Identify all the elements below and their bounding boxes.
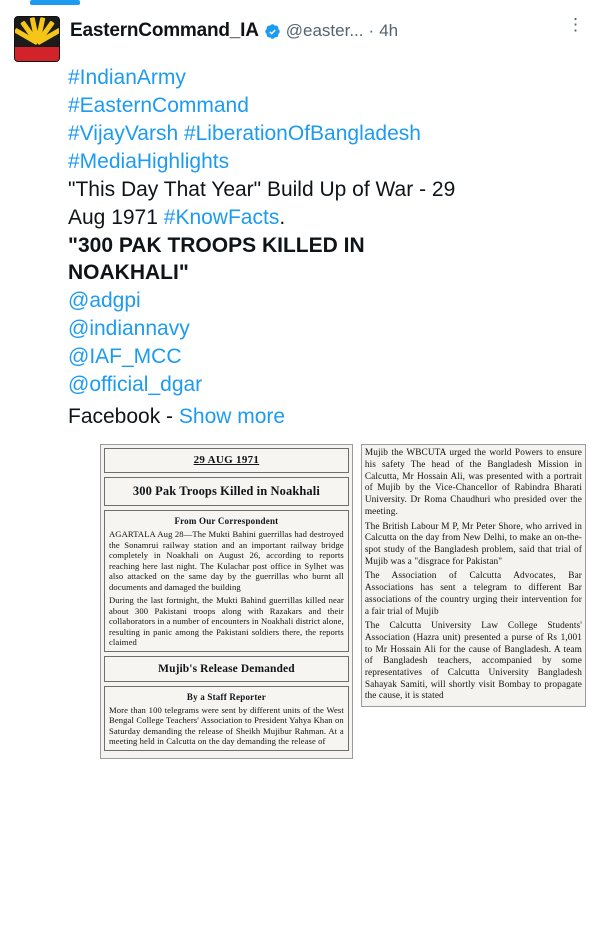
facebook-label: Facebook - xyxy=(68,405,179,429)
mention-indiannavy[interactable]: @indiannavy xyxy=(68,317,190,341)
clipping-headline-box xyxy=(104,477,349,506)
separator-dot: · xyxy=(368,21,375,40)
mention-iafmcc[interactable]: @IAF_MCC xyxy=(68,345,182,369)
clipping-byline-left: From Our Correspondent xyxy=(174,516,279,527)
clipping-right-paragraph-4: The Calcutta University Law College Students' Association (Hazra unit) presented a purse of Rs 1,001 to Mr Hossain Ali for the cause of Bangladesh. A team of Bangladesh teachers, accompanied by some representatives of Calcutta University Bangladesh Sahayak Samiti, will shortly visit Bombay to propagate the cause, it is stated xyxy=(364,621,582,702)
hashtag-easterncommand[interactable]: #EasternCommand xyxy=(68,93,249,117)
tweet-container xyxy=(0,6,600,430)
tweet-body-line-2-suffix: . xyxy=(279,205,286,229)
tweet-body-line-1: "This Day That Year" Build Up of War - 29 xyxy=(68,177,456,201)
account-handle[interactable]: @easter... xyxy=(285,21,364,40)
hashtag-vijayvarsh-liberation[interactable]: #VijayVarsh #LiberationOfBangladesh xyxy=(68,121,421,145)
tweet-body-line-2-prefix: Aug 1971 xyxy=(68,205,164,229)
hashtag-indianarmy[interactable]: #IndianArmy xyxy=(68,66,186,89)
clipping-left-paragraph-1: AGARTALA Aug 28—The Mukti Bahini guerrillas had destroyed the Sonamrui railway station and an important railway bridge completely in Noakhali on August 26, according to reports reaching here last night. The Kulachar post office in Sylhet was also attacked on the same day by the guerrillas who burnt all documents and damaged the building xyxy=(109,529,344,592)
clipping-headline: 300 Pak Troops Killed in Noakhali xyxy=(132,484,320,499)
tweet-header xyxy=(14,16,586,62)
more-options-icon[interactable]: ⋮ xyxy=(567,15,584,34)
clipping-subheadline: Mujib's Release Demanded xyxy=(158,662,295,675)
clipping-left-column xyxy=(100,444,353,758)
progress-fill xyxy=(30,0,80,5)
clipping-left-paragraph-3: More than 100 telegrams were sent by different units of the West Bengal College Teachers' Association to President Yahya Khan on Saturday demanding the release of Sheikh Mujibur Rahman. At a meeting held in Calcutta on the day demanding the release of xyxy=(109,704,344,747)
verified-badge-icon xyxy=(264,23,281,40)
clipping-subheadline-box xyxy=(104,656,349,682)
tweet-headline-line-2: NOAKHALI" xyxy=(68,261,189,285)
newspaper-clipping-image[interactable] xyxy=(100,444,586,758)
clipping-left-paragraph-2: During the last fortnight, the Mukti Bahind guerrillas killed near about 300 Pakistani troops along with Razakars and their collaborators in a number of encounters in Noakhali district alone, resulting in panic among the Pakistani soldiers there, the reports claimed xyxy=(109,595,344,648)
show-more-link[interactable]: Show more xyxy=(178,405,286,429)
clipping-left-article-box xyxy=(104,510,349,651)
facebook-row xyxy=(14,403,586,430)
clipping-right-paragraph-3: The Association of Calcutta Advocates, Bar Associations has sent a telegram to different Bar associations of the country urging their intervention for a fair trial of Mujib xyxy=(364,571,582,617)
mention-officialdgar[interactable]: @official_dgar xyxy=(68,373,203,397)
clipping-date-box xyxy=(104,448,349,473)
account-row xyxy=(70,16,586,42)
timestamp[interactable]: 4h xyxy=(379,21,399,40)
avatar[interactable] xyxy=(14,16,60,62)
clipping-right-column xyxy=(361,444,586,707)
hashtag-mediahighlights[interactable]: #MediaHighlights xyxy=(68,149,230,173)
page-load-progress-bar xyxy=(0,0,600,6)
clipping-right-paragraph-1: Mujib the WBCUTA urged the world Powers to ensure his safety The head of the Bangladesh Mission in Calcutta, Mr Hossain Ali, was presented with a portrait of Mujib by the Vice-Chancellor of Rabindra Bharati University. Dr Roma Chaudhuri who presided over the meeting. xyxy=(364,448,582,517)
clipping-left-article-box-2 xyxy=(104,686,349,751)
emblem-base xyxy=(15,47,59,61)
clipping-byline-left-2: By a Staff Reporter xyxy=(186,691,266,702)
tweet-text xyxy=(14,64,586,399)
hashtag-knowfacts[interactable]: #KnowFacts xyxy=(163,205,280,229)
clipping-right-paragraph-2: The British Labour M P, Mr Peter Shore, who arrived in Calcutta on the day from New Delhi, to make an on-the-spot study of the Bangladesh problem, said that trial of Mujib was a "disgrace for Pakistan" xyxy=(364,521,582,567)
display-name[interactable]: EasternCommand_IA xyxy=(70,20,259,41)
clipping-date: 29 AUG 1971 xyxy=(193,454,260,467)
tweet-headline-line-1: "300 PAK TROOPS KILLED IN xyxy=(68,233,365,257)
tweet-body-line-2 xyxy=(68,204,586,232)
mention-adgpi[interactable]: @adgpi xyxy=(68,289,141,313)
